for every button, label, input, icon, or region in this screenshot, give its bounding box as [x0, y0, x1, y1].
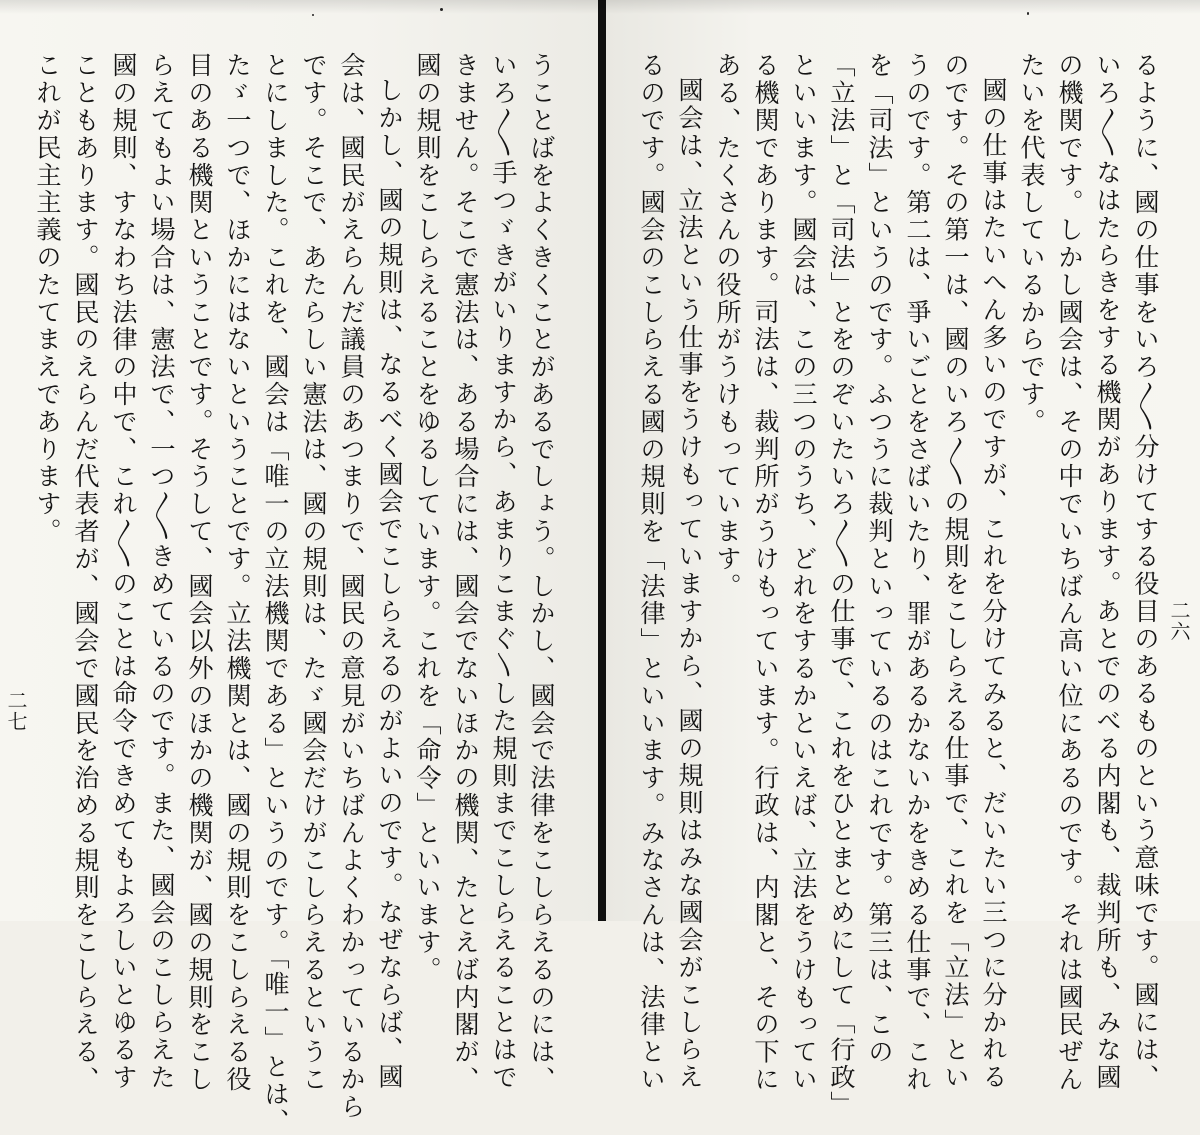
right-page-text	[628, 52, 1164, 1119]
paragraph: るように、國の仕事をいろ〳〵分けてする役目のあるものという意味です。國には、 いろ〳〵なはたらきをする機関があります。あとでのべる内閣も、裁判所も、みな國 の機関です。しかし國会は、その中でいちばん高い位にあるのです。それは國民ぜん たいを代表しているからです。	[1017, 52, 1160, 1094]
paragraph: 國の仕事はたいへん多いのですが、これを分けてみると、だいたい三つに分かれる のです。その第一は、國のいろ〳〵の規則をこしらえる仕事で、これを「立法」とい うのです。第二は、爭いごとをさばいたり、罪があるかないかをきめる仕事で、これ を「司法」というのです。ふつうに裁判といっているのはこれです。第三は、この 「立法」と「司法」とをのぞいたいろ〳〵の仕事で、これをひとまとめにして「行政」 といいます。國会は、この三つのうち、どれをするかといえば、立法をうけもってい る機関であります。司法は、裁判所がうけもっています。行政は、内閣と、その下に ある、たくさんの役所がうけもっています。	[713, 52, 1008, 1119]
paragraph: うことばをよくきくことがあるでしょう。しかし、國会で法律をこしらえるのには、 いろ〳〵手つゞきがいりますから、あまりこまぐ〵した規則までこしらえることはで きません。そこで憲法は、ある場合には、國会でないほかの機関、たとえば内閣が、 國の規則をこしらえることをゆるしています。これを「命令」といいます。	[413, 52, 556, 1094]
paragraph: 國会は、立法という仕事をうけもっていますから、國の規則はみな國会がこしらえ るのです。國会のこしらえる國の規則を「法律」といいます。みなさんは、法律とい	[637, 52, 704, 1094]
right-page	[606, 0, 1200, 1119]
print-speck	[1027, 12, 1029, 15]
left-page-text	[33, 52, 560, 1135]
paragraph: しかし、國の規則は、なるべく國会でこしらえるのがよいのです。なぜならば、國 会は、國民がえらんだ議員のあつまりで、國民の意見がいちばんよくわかっているから です。そこで、あたらしい憲法は、國の規則は、たゞ國会だけがこしらえるというこ とにしました。これを、國会は「唯一の立法機関である」というのです。「唯一」とは、 たゞ一つで、ほかにはないということです。立法機関とは、國の規則をこしらえる役 目のある機関ということです。そうして、國会以外のほかの機関が、國の規則をこし らえてもよい場合は、憲法で、一つ〳〵きめているのです。また、國会のこしらえた 國の規則、すなわち法律の中で、これ〳〵のことは命令できめてもよろしいとゆるす こともあります。國民のえらんだ代表者が、國会で國民を治める規則をこしらえる、 これが民主主義のたてまえであります。	[33, 52, 404, 1135]
print-speck	[312, 14, 314, 16]
page-number: 二七	[4, 690, 28, 732]
print-speck	[440, 8, 443, 11]
page-number: 二六	[1167, 600, 1191, 642]
